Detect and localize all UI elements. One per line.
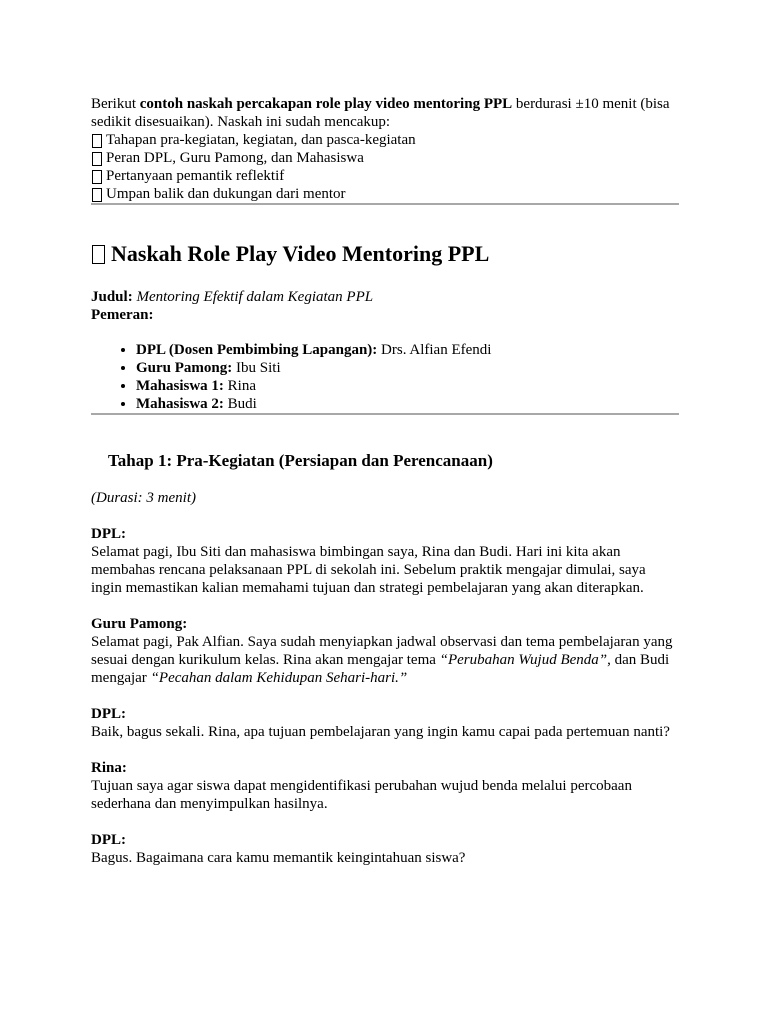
dialog-block — [91, 705, 679, 741]
speaker-name: DPL: — [91, 526, 126, 542]
dialog-emphasis: “Perubahan Wujud Benda” — [439, 652, 608, 668]
checklist-item — [91, 131, 679, 149]
checklist — [91, 131, 679, 203]
speaker-name: Rina: — [91, 760, 127, 776]
dialog-block — [91, 525, 679, 597]
dialog-emphasis: “Pecahan dalam Kehidupan Sehari-hari.” — [150, 670, 408, 686]
cast-name: Ibu Siti — [236, 360, 281, 376]
cast-role: Mahasiswa 2: — [136, 396, 224, 412]
dialog-text: Baik, bagus sekali. Rina, apa tujuan pembelajaran yang ingin kamu capai pada pertemuan nanti? — [91, 724, 670, 740]
checkbox-icon — [92, 152, 102, 166]
intro-bold: contoh naskah percakapan role play video mentoring PPL — [139, 96, 513, 112]
intro-suffix: berdurasi ±10 menit (bisa sedikit disesuaikan). Naskah ini sudah mencakup: — [91, 96, 670, 130]
speaker-name: Guru Pamong: — [91, 616, 188, 632]
judul-line — [91, 288, 679, 306]
dialog-block — [91, 759, 679, 813]
intro-prefix: Berikut — [91, 96, 140, 112]
main-title-text: Naskah Role Play Video Mentoring PPL — [111, 241, 490, 266]
divider — [91, 413, 679, 415]
dialog-text — [91, 633, 679, 687]
checkbox-icon — [92, 188, 102, 202]
dialog-block — [91, 615, 679, 687]
stage-title: Tahap 1: Pra-Kegiatan (Persiapan dan Perencanaan) — [108, 451, 493, 470]
cast-item — [136, 395, 679, 413]
stage-duration: (Durasi: 3 menit) — [91, 490, 196, 506]
clapper-icon — [92, 245, 105, 264]
speaker-name: DPL: — [91, 706, 126, 722]
checklist-item-text: Umpan balik dan dukungan dari mentor — [106, 186, 346, 202]
checkbox-icon — [92, 170, 102, 184]
judul-label: Judul: — [91, 289, 133, 305]
checklist-item — [91, 149, 679, 167]
cast-name: Budi — [227, 396, 257, 412]
dialog-text: Bagus. Bagaimana cara kamu memantik keingintahuan siswa? — [91, 850, 466, 866]
cast-item — [136, 377, 679, 395]
pemeran-label: Pemeran: — [91, 307, 154, 323]
cast-name: Rina — [227, 378, 257, 394]
divider — [91, 203, 679, 205]
cast-role: Guru Pamong: — [136, 360, 233, 376]
dialog-block — [91, 831, 679, 867]
cast-item — [136, 359, 679, 377]
document-content — [91, 95, 679, 867]
main-title — [91, 241, 679, 267]
checklist-item-text: Pertanyaan pemantik reflektif — [106, 168, 285, 184]
dialog-text-part: , dan Budi mengajar — [91, 652, 670, 686]
checklist-item-text: Peran DPL, Guru Pamong, dan Mahasiswa — [106, 150, 364, 166]
dialog-text-part: Selamat pagi, Pak Alfian. Saya sudah menyiapkan jadwal observasi dan tema pembelajaran yang sesuai dengan kurikulum kelas. Rina akan mengajar tema — [91, 634, 673, 668]
cast-list — [91, 341, 679, 413]
dialog-text: Tujuan saya agar siswa dapat mengidentifikasi perubahan wujud benda melalui percobaan sederhana dan menyimpulkan hasilnya. — [91, 778, 632, 812]
checkbox-icon — [92, 134, 102, 148]
checklist-item-text: Tahapan pra-kegiatan, kegiatan, dan pasca-kegiatan — [106, 132, 416, 148]
checklist-item — [91, 167, 679, 185]
pemeran-line — [91, 306, 679, 324]
dialog-text: Selamat pagi, Ibu Siti dan mahasiswa bimbingan saya, Rina dan Budi. Hari ini kita akan membahas rencana pelaksanaan PPL di sekolah ini. Sebelum praktik mengajar dimulai, saya ingin memastikan kalian memahami tujuan dan strategi pembelajaran yang akan diterapkan. — [91, 544, 646, 596]
cast-role: DPL (Dosen Pembimbing Lapangan): — [136, 342, 378, 358]
intro-paragraph — [91, 95, 679, 131]
cast-item — [136, 341, 679, 359]
judul-value: Mentoring Efektif dalam Kegiatan PPL — [136, 289, 374, 305]
cast-role: Mahasiswa 1: — [136, 378, 224, 394]
checklist-item — [91, 185, 679, 203]
cast-name: Drs. Alfian Efendi — [381, 342, 492, 358]
speaker-name: DPL: — [91, 832, 126, 848]
